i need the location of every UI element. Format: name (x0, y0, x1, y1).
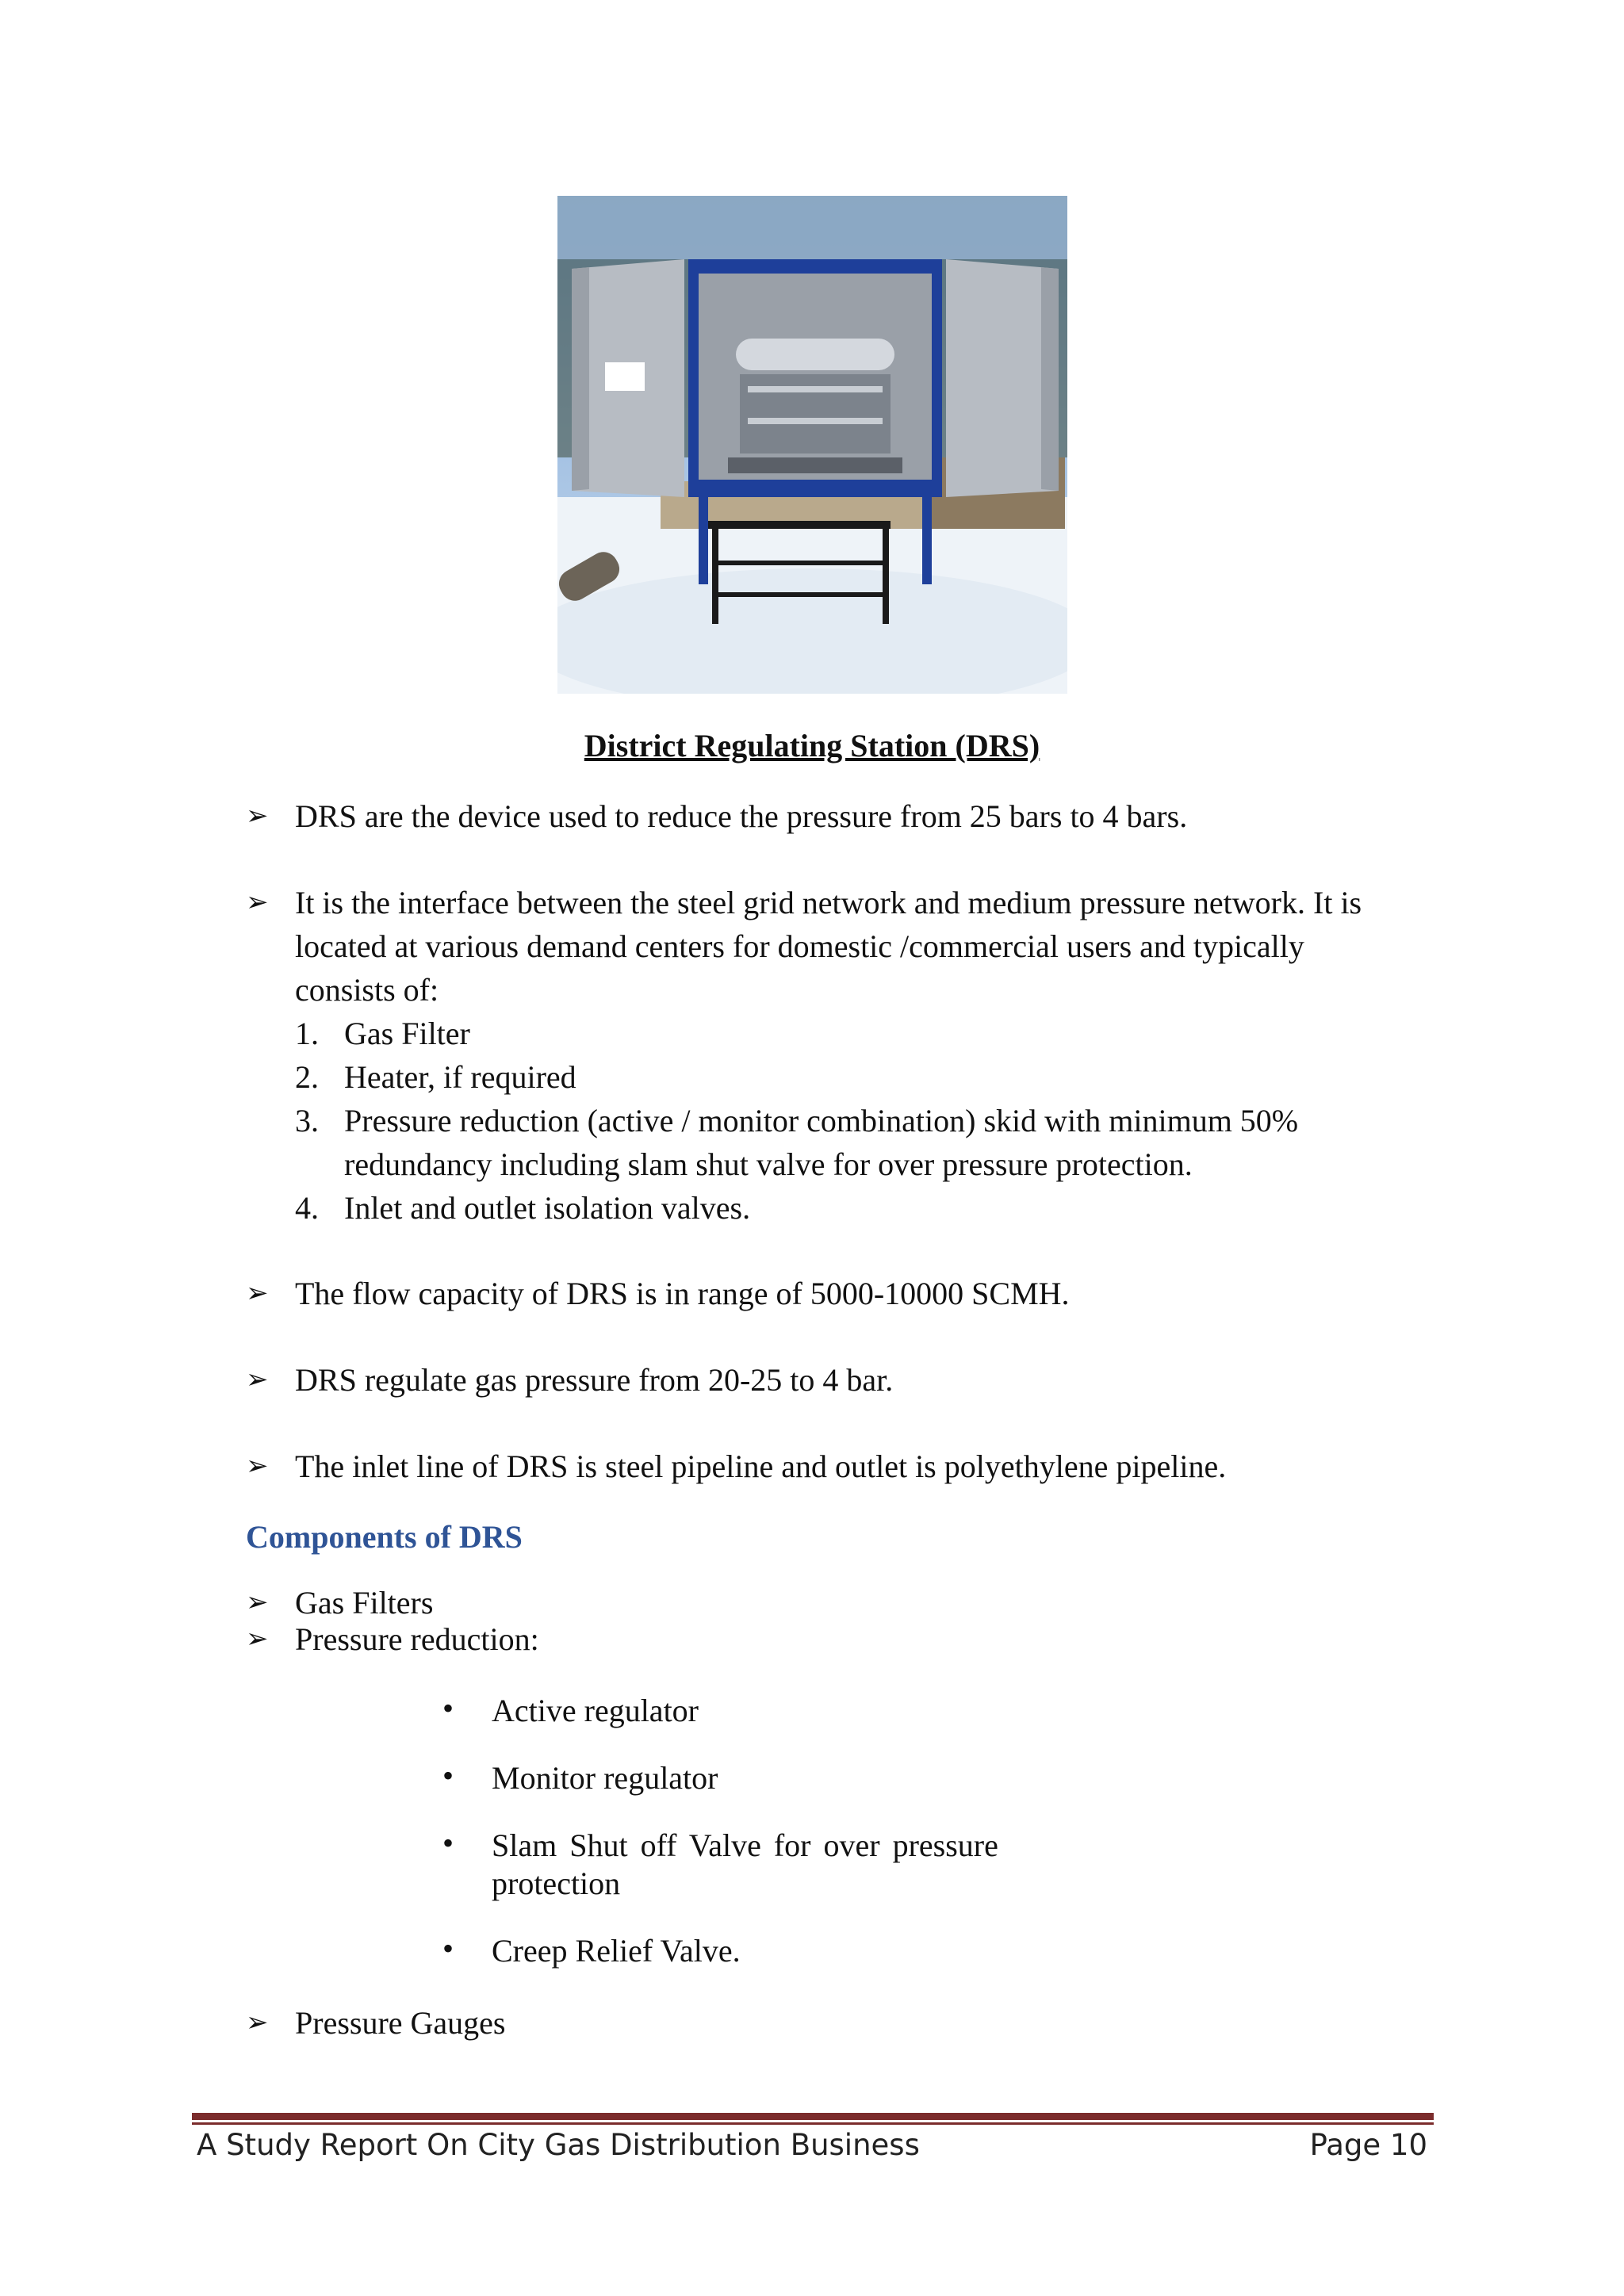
dot-bullet-icon: • (442, 1758, 454, 1793)
bullet-text: The flow capacity of DRS is in range of 5000-10000 SCMH. (295, 1276, 1070, 1311)
footer-rule (192, 2122, 1434, 2125)
drs-photo (557, 196, 1067, 694)
arrow-bullet-icon: ➢ (246, 886, 269, 918)
list-number: 2. (295, 1059, 319, 1095)
bullet-text: It is the interface between the steel grid network and medium pressure network. It is (295, 885, 1362, 920)
list-number: 4. (295, 1190, 319, 1226)
footer-rule (192, 2113, 1434, 2120)
list-item: Gas Filter (344, 1016, 470, 1051)
list-item: Pressure reduction (active / monitor combination) skid with minimum 50% (344, 1103, 1299, 1138)
component-subitem: protection (492, 1866, 621, 1901)
drs-cabinet-photo-icon (557, 196, 1067, 694)
component-item: Pressure Gauges (295, 2005, 506, 2041)
component-subitem: Active regulator (492, 1693, 699, 1728)
page-number: Page 10 (1309, 2128, 1427, 2162)
arrow-bullet-icon: ➢ (246, 1586, 269, 1618)
list-number: 3. (295, 1103, 319, 1138)
dot-bullet-icon: • (442, 1825, 454, 1861)
dot-bullet-icon: • (442, 1931, 454, 1966)
bullet-text: consists of: (295, 972, 439, 1008)
section-heading: Components of DRS (246, 1519, 523, 1555)
arrow-bullet-icon: ➢ (246, 800, 269, 832)
component-subitem: Monitor regulator (492, 1760, 718, 1796)
component-subitem: Creep Relief Valve. (492, 1933, 741, 1969)
component-item: Pressure reduction: (295, 1621, 539, 1657)
list-item: Inlet and outlet isolation valves. (344, 1190, 751, 1226)
footer-title: A Study Report On City Gas Distribution Business (197, 2128, 920, 2162)
list-item: redundancy including slam shut valve for over pressure protection. (344, 1146, 1193, 1182)
bullet-text: located at various demand centers for domestic /commercial users and typically (295, 928, 1304, 964)
arrow-bullet-icon: ➢ (246, 2007, 269, 2038)
arrow-bullet-icon: ➢ (246, 1277, 269, 1309)
dot-bullet-icon: • (442, 1690, 454, 1726)
list-item: Heater, if required (344, 1059, 576, 1095)
arrow-bullet-icon: ➢ (246, 1364, 269, 1395)
arrow-bullet-icon: ➢ (246, 1623, 269, 1655)
component-item: Gas Filters (295, 1585, 434, 1621)
bullet-text: DRS are the device used to reduce the pressure from 25 bars to 4 bars. (295, 798, 1188, 834)
figure-caption: District Regulating Station (DRS) (584, 728, 1040, 763)
arrow-bullet-icon: ➢ (246, 1450, 269, 1482)
list-number: 1. (295, 1016, 319, 1051)
component-subitem: Slam Shut off Valve for over pressure (492, 1827, 998, 1863)
bullet-text: DRS regulate gas pressure from 20-25 to 4 bar. (295, 1362, 894, 1398)
bullet-text: The inlet line of DRS is steel pipeline and outlet is polyethylene pipeline. (295, 1448, 1227, 1484)
